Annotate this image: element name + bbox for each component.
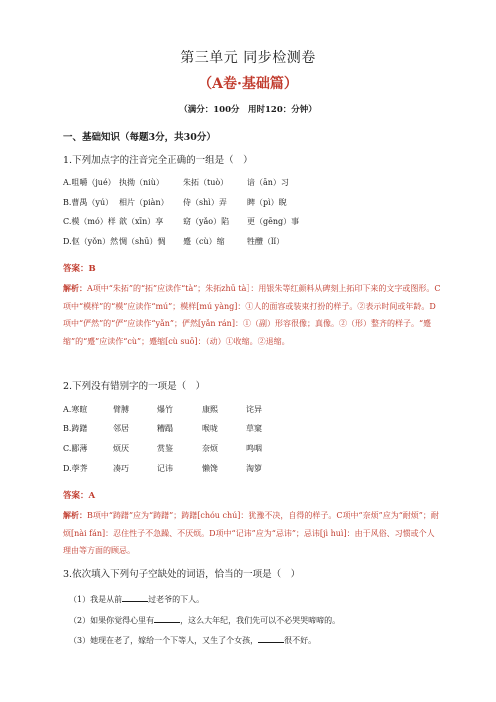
option-cell: 鸣咽 <box>246 444 262 453</box>
sentence-text: ，这么大年纪，我们先可以不必哭哭啼啼的。 <box>180 616 341 625</box>
option-cell: 蹙（cù）缩 <box>183 237 225 246</box>
question-2-explanation <box>63 507 441 560</box>
fill-blank <box>122 593 148 602</box>
option-cell: 谙（ān）习 <box>247 178 289 187</box>
question-3-sentence-2 <box>69 614 340 626</box>
fill-blank <box>154 614 180 623</box>
option-cell: A.寒暄 <box>63 405 88 414</box>
option-cell: B.曹禺（yú） <box>63 198 114 207</box>
option-cell: 烦厌 <box>113 444 129 453</box>
question-2-stem: 2.下列没有错别字的一项是（ ） <box>63 381 206 392</box>
option-cell: 执拗（niù） <box>119 178 164 187</box>
option-cell: 喉咙 <box>202 424 218 433</box>
option-cell: 赏鉴 <box>157 444 173 453</box>
exam-meta: （满分：100分 用时120：分钟） <box>179 105 317 115</box>
option-cell: A.咀嚼（jué） <box>63 178 116 187</box>
option-cell: 窈（yǎo）陷 <box>183 217 230 226</box>
option-cell: 相片（piàn） <box>119 198 169 207</box>
question-1-answer: 答案：B <box>63 264 96 274</box>
explanation-text: B项中“踌躇”应为“踌躇”；踌躇[chóu chú]：犹豫不决，自得的样子。C项中“奈烦”应为“耐烦”；耐烦[nài fán]：忍住性子不急躁、不厌烦。D项中“记讳”应为“忌讳”；忌讳[jì huì]：由于风俗、习惯或个人理由等方面的顾忌。 <box>63 511 439 555</box>
option-cell: 懒馋 <box>202 464 218 473</box>
option-cell: B.踌躇 <box>63 424 88 433</box>
document-title: 第三单元 同步检测卷 <box>180 50 316 66</box>
option-cell: 更（gēng）事 <box>247 217 300 226</box>
option-cell: 奈烦 <box>202 444 218 453</box>
option-cell: 惆（shū）惆 <box>119 237 166 246</box>
option-cell: 臂膊 <box>113 405 129 414</box>
fill-blank <box>258 634 284 643</box>
option-cell: 歆（xīn）享 <box>119 217 164 226</box>
option-cell: C.模（mó）样 <box>63 217 116 226</box>
option-cell: 睥（pì）睨 <box>247 198 287 207</box>
sentence-text: 很不好。 <box>284 636 317 645</box>
option-cell: 凑巧 <box>113 464 129 473</box>
option-cell: D.伛（yǒn）然 <box>63 237 119 246</box>
question-1-explanation <box>63 280 441 350</box>
question-3-sentence-1 <box>69 593 204 605</box>
document-subtitle: （A卷·基础篇） <box>198 76 298 92</box>
sentence-text: （3）她现在老了，嫁给一个下等人，又生了个女孩， <box>69 636 259 645</box>
option-cell: C.郾薄 <box>63 444 88 453</box>
question-1-stem: 1.下列加点字的注音完全正确的一组是（ ） <box>63 155 253 166</box>
option-cell: 糟蹋 <box>157 424 173 433</box>
explanation-label: 解析： <box>63 510 87 520</box>
option-cell: 草窠 <box>246 424 262 433</box>
option-cell: 牲醴（lǐ） <box>247 237 285 246</box>
sentence-text: 过老爷的下人。 <box>148 595 205 604</box>
option-cell: 邻居 <box>113 424 129 433</box>
option-cell: 淘箩 <box>246 464 262 473</box>
section-heading: 一、基础知识（每题3分，共30分） <box>63 132 216 143</box>
option-cell: 爆竹 <box>157 405 173 414</box>
question-3-stem: 3.依次填入下列句子空缺处的词语，恰当的一项是（ ） <box>63 569 301 580</box>
explanation-text: A项中“朱拓”的“拓”应读作“tà”；朱拓zhū tà］：用银朱等红颜料从碑刻上拓印下来的文字或图形。C项中“模样”的“模”应读作“mú”；模样[mú yàng]：①人的面容或装束打扮的样子。②表示时间或年龄。D项中“俨然”的“俨”应读作“yǎn”；俨然[yǎn rán]：①（副）形容很像；真像。②（形）整齐的样子。“蹙缩”的“蹙”应读作“cù”；蹙缩[cù suō]：（动）①收缩。②退缩。 <box>63 284 441 346</box>
sentence-text: （2）如果你觉得心里有 <box>69 616 155 625</box>
explanation-label: 解析： <box>63 283 87 293</box>
question-2-answer: 答案：A <box>63 491 96 501</box>
option-cell: D.荸荠 <box>63 464 88 473</box>
question-3-sentence-3 <box>69 634 316 646</box>
sentence-text: （1）我是从前 <box>69 595 123 604</box>
option-cell: 诧异 <box>246 405 262 414</box>
option-cell: 记讳 <box>157 464 173 473</box>
option-cell: 康熙 <box>202 405 218 414</box>
option-cell: 侍（shì）弄 <box>183 198 227 207</box>
option-cell: 朱拓（tuò） <box>183 178 229 187</box>
